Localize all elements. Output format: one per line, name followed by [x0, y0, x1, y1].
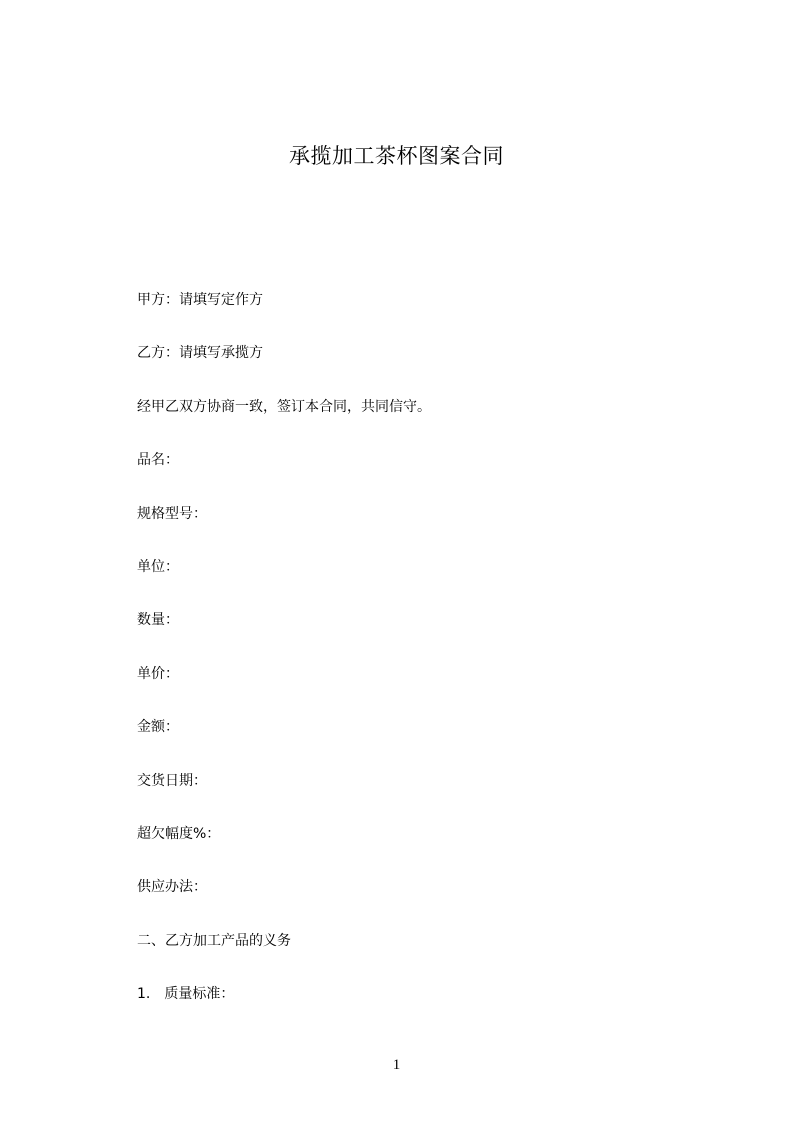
unit-field: 单位：: [137, 558, 179, 575]
quality-standard-item: 1. 质量标准：: [137, 986, 235, 1003]
tolerance-field: 超欠幅度%：: [137, 825, 221, 842]
party-a-line: 甲方：请填写定作方: [137, 292, 263, 308]
unit-price-field: 单价：: [137, 665, 179, 682]
contract-title: 承揽加工茶杯图案合同: [289, 144, 504, 168]
agreement-statement: 经甲乙双方协商一致，签订本合同，共同信守。: [137, 398, 431, 415]
quantity-field: 数量：: [137, 612, 179, 629]
supply-method-field: 供应办法：: [137, 879, 207, 896]
amount-field: 金额：: [137, 719, 179, 736]
delivery-date-field: 交货日期：: [137, 772, 207, 789]
contract-body: [137, 290, 697, 1037]
specification-field: 规格型号：: [137, 505, 207, 522]
party-b-line: 乙方：请填写承揽方: [137, 345, 263, 362]
product-name-field: 品名：: [137, 452, 179, 469]
page-number: 1: [392, 1057, 401, 1073]
section-heading: 二、乙方加工产品的义务: [137, 932, 291, 949]
